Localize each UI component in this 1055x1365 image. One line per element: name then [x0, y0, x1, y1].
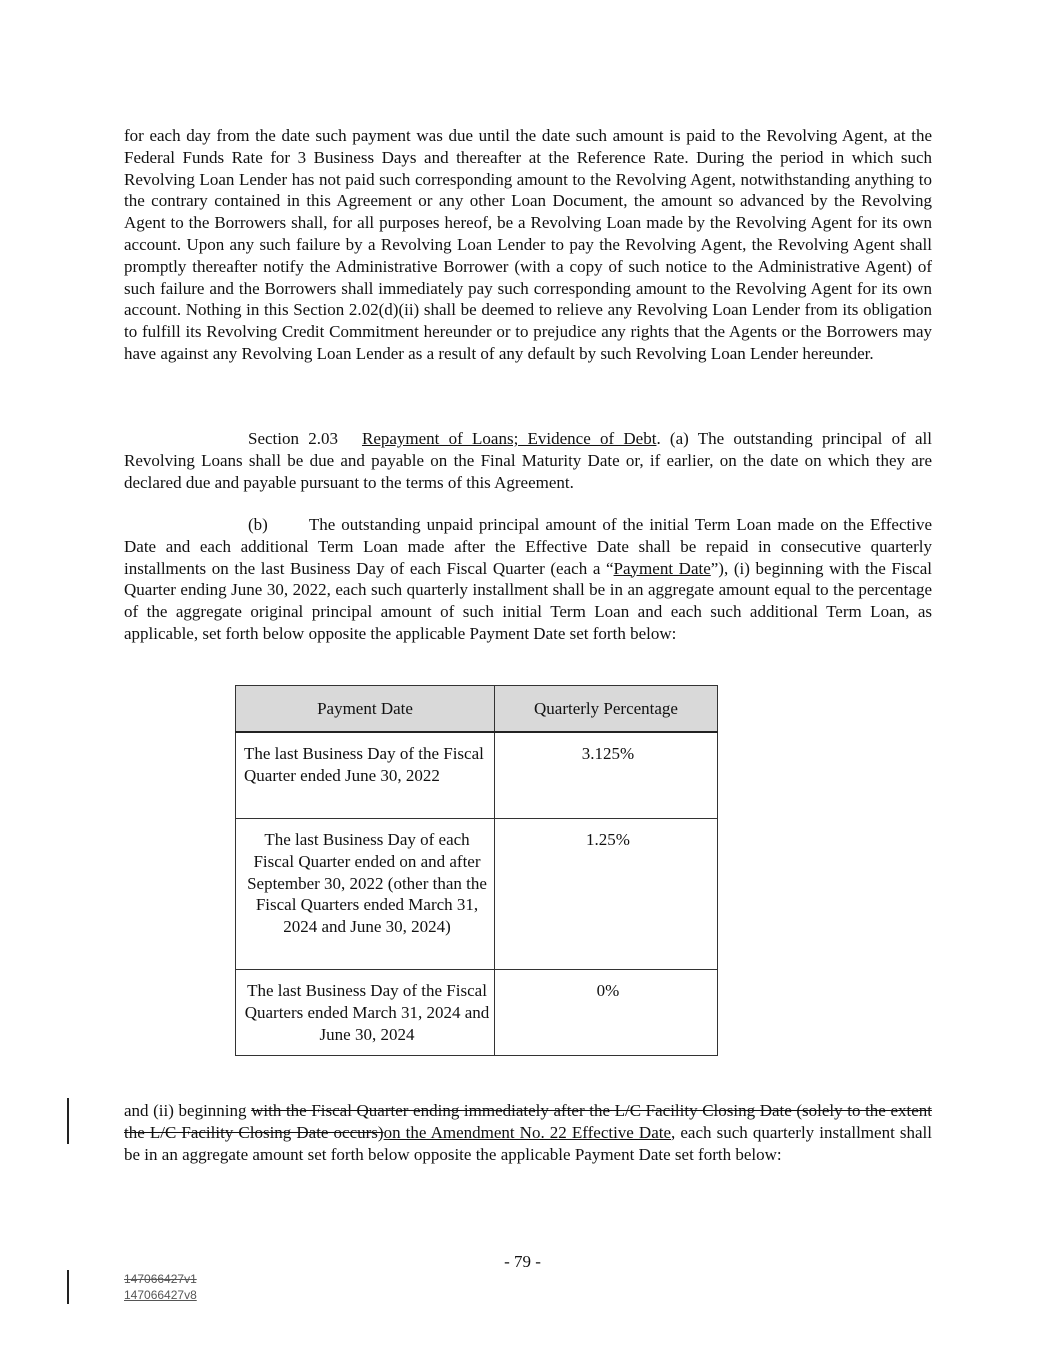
paragraph-ii-lead: and (ii) beginning — [124, 1101, 252, 1120]
paragraph-ii-tail: , each such quarterly installment shall be in an aggregate amount set forth below opposite the applicable Payment Date set forth below: — [124, 1122, 932, 1164]
section-2-03-paragraph — [124, 428, 932, 493]
deleted-text: with the Fiscal Quarter ending immediately after the L/C Facility Closing Date (solely to the extent the L/C Facility Closing Date occurs) — [124, 1101, 932, 1142]
section-text: . (a) The outstanding principal of all Revolving Loans shall be due and payable on the Final Maturity Date or, if earlier, on the date on which they are declared due and payable pursuant to the terms of this Agreement. — [124, 429, 932, 492]
header-payment-date: Payment Date — [236, 686, 495, 733]
paragraph-revolving-agent: for each day from the date such payment was due until the date such amount is paid to the Revolving Agent, at the Federal Funds Rate for 3 Business Days and thereafter at the Reference Rate. During the period in which such Revolving Loan Lender has not paid such corresponding amount to the Revolving Agent, notwithstanding anything to the contrary contained in this Agreement or any other Loan Document, the amount so advanced by the Revolving Agent to the Borrowers shall, for all purposes hereof, be a Revolving Loan made by the Revolving Agent for its own account. Upon any such failure by a Revolving Loan Lender to pay the Revolving Agent, the Revolving Agent shall promptly thereafter notify the Administrative Borrower (with a copy of such notice to the Administrative Agent) of such failure and the Borrowers shall immediately pay such corresponding amount to the Revolving Agent for its own account. Nothing in this Section 2.02(d)(ii) shall be deemed to relieve any Revolving Loan Lender from its obligation to fulfill its Revolving Credit Commitment hereunder or to prejudice any rights that the Agents or the Borrowers may have against any Revolving Loan Lender as a result of any default by such Revolving Loan Lender hereunder. — [124, 126, 932, 363]
section-number: Section 2.03 — [248, 429, 338, 448]
table-row — [236, 819, 718, 970]
row-payment-date: The last Business Day of each Fiscal Quarter ended on and after September 30, 2022 (other than the Fiscal Quarters ended March 31, 2024 and June 30, 2024) — [236, 819, 495, 970]
page-number: - 79 - — [504, 1252, 541, 1271]
row-payment-date: The last Business Day of the Fiscal Quarters ended March 31, 2024 and June 30, 2024 — [236, 970, 495, 1056]
row-percentage: 1.25% — [495, 819, 718, 970]
inserted-text: on the Amendment No. 22 Effective Date — [383, 1122, 672, 1142]
old-document-id: 147066427v1 — [124, 1272, 197, 1286]
table-row — [236, 970, 718, 1056]
paragraph-b — [124, 514, 932, 645]
defined-term-payment-date: Payment Date — [613, 558, 711, 578]
new-document-id: 147066427v8 — [124, 1288, 197, 1302]
footer-change-bar — [67, 1270, 69, 1304]
table-row — [236, 732, 718, 819]
header-quarterly-percentage: Quarterly Percentage — [495, 686, 718, 733]
row-payment-date: The last Business Day of the Fiscal Quarter ended June 30, 2022 — [236, 732, 495, 819]
row-percentage: 3.125% — [495, 732, 718, 819]
paragraph-ii — [124, 1100, 932, 1165]
section-heading: Repayment of Loans; Evidence of Debt — [361, 429, 657, 448]
payment-schedule-table — [235, 685, 718, 1056]
row-percentage: 0% — [495, 970, 718, 1056]
change-bar — [67, 1098, 69, 1144]
paragraph-b-text2: ”), (i) beginning with the Fiscal Quarter ending June 30, 2022, each such quarterly installment shall be in an aggregate amount equal to the percentage of the aggregate original principal amount of such initial Term Loan and each such additional Term Loan, as applicable, set forth below opposite the applicable Payment Date set forth below: — [124, 558, 932, 643]
table-header-row — [236, 686, 718, 733]
paragraph-b-text1: The outstanding unpaid principal amount of the initial Term Loan made on the Effective Date and each additional Term Loan made after the Effective Date shall be repaid in consecutive quarterly installments on the last Business Day of each Fiscal Quarter (each a “ — [124, 515, 932, 578]
paragraph-b-label: (b) — [248, 515, 268, 534]
